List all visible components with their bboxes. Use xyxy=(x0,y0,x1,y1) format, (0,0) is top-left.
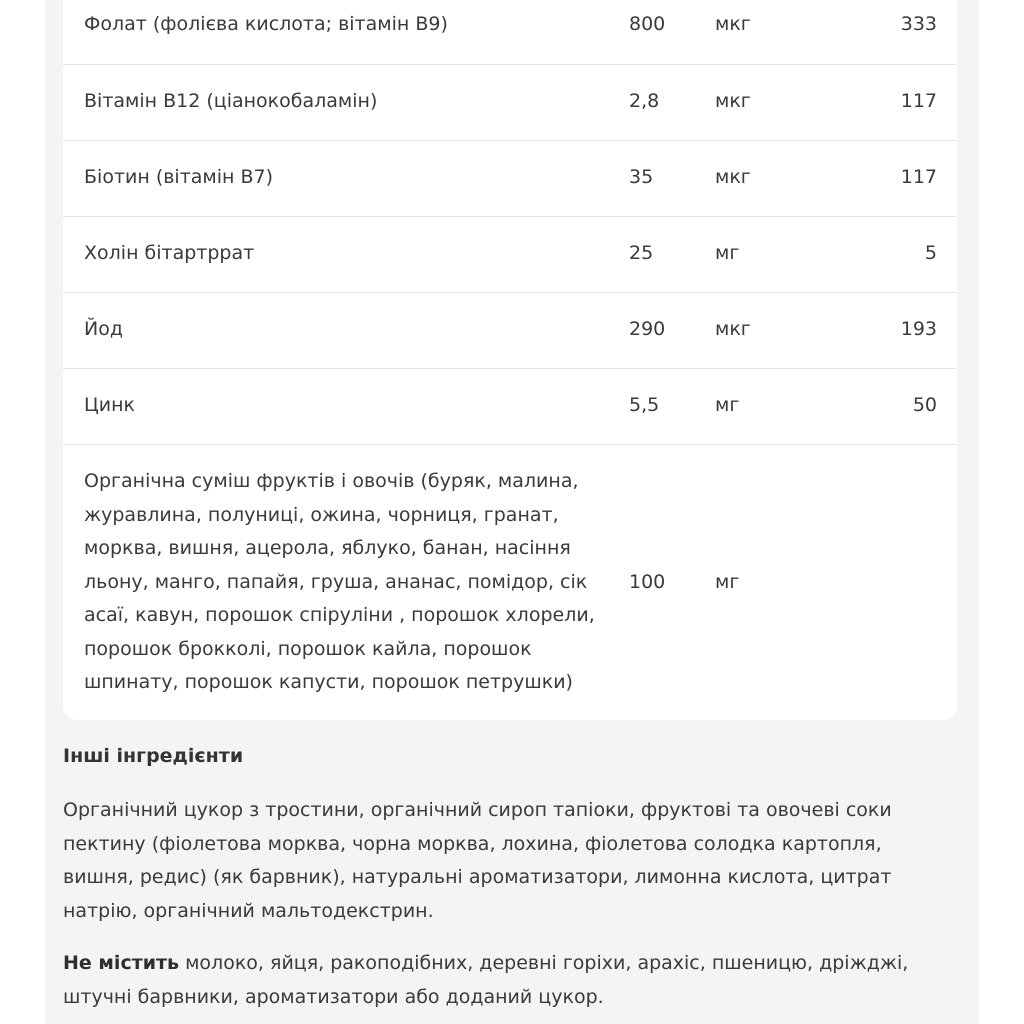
nutrient-unit: мкг xyxy=(715,13,751,35)
nutrient-name: Органічна суміш фруктів і овочів (буряк, малина, журавлина, полуниці, ожина, чорниця, гранат, морква, вишня, ацерола, яблуко, банан, насіння льону, манго, папайя, груша, ананас, помідор, сік асаї, кавун, порошок спіруліни , порошок хлорели, порошок брокколі, порошок кайла, порошок шпинату, порошок капусти, порошок петрушки) xyxy=(84,470,595,693)
free-from-text: молоко, яйця, ракоподібних, деревні горіхи, арахіс, пшеницю, дріжджі, штучні барвники, ароматизатори або доданий цукор. xyxy=(63,952,909,1008)
nutrient-unit: мкг xyxy=(715,318,751,340)
table-row xyxy=(63,217,957,293)
nutrient-name: Вітамін B12 (ціанокобаламін) xyxy=(84,90,378,112)
nutrient-unit: мкг xyxy=(715,90,751,112)
nutrient-name: Йод xyxy=(84,318,123,340)
table-row xyxy=(63,65,957,141)
table-row xyxy=(63,141,957,217)
nutrient-daily-value: 117 xyxy=(900,90,937,112)
table-row xyxy=(63,369,957,445)
table-row xyxy=(63,293,957,369)
nutrient-daily-value: 5 xyxy=(924,242,937,264)
nutrient-unit: мг xyxy=(715,394,740,416)
nutrient-name: Цинк xyxy=(84,394,135,416)
nutrient-name: Фолат (фолієва кислота; вітамін B9) xyxy=(84,13,448,35)
nutrient-amount: 5,5 xyxy=(629,394,660,416)
nutrient-amount: 2,8 xyxy=(629,90,660,112)
nutrient-unit: мг xyxy=(715,571,740,593)
nutrient-daily-value: 50 xyxy=(912,394,937,416)
nutrient-unit: мг xyxy=(715,242,740,264)
free-from-label: Не містить xyxy=(63,952,180,974)
nutrient-daily-value: 193 xyxy=(900,318,937,340)
nutrient-amount: 800 xyxy=(629,13,666,35)
nutrient-name: Холін бітартррат xyxy=(84,242,255,264)
nutrient-amount: 35 xyxy=(629,166,654,188)
allergen-statement xyxy=(63,947,943,1014)
nutrient-name: Біотин (вітамін B7) xyxy=(84,166,274,188)
table-row xyxy=(63,445,957,720)
nutrient-daily-value: 117 xyxy=(900,166,937,188)
nutrient-unit: мкг xyxy=(715,166,751,188)
nutrient-daily-value: 333 xyxy=(900,13,937,35)
table-row xyxy=(63,0,957,65)
nutrient-amount: 290 xyxy=(629,318,666,340)
other-ingredients-heading: Інші інгредієнти xyxy=(63,745,244,767)
nutrient-amount: 100 xyxy=(629,571,666,593)
other-ingredients-text: Органічний цукор з тростини, органічний сироп тапіоки, фруктові та овочеві соки пектину (фіолетова морква, чорна морква, лохина, фіолетова солодка картопля, вишня, редис) (як барвник), натуральні ароматизатори, лимонна кислота, цитрат натрію, органічний мальтодекстрин. xyxy=(63,799,892,922)
nutrient-amount: 25 xyxy=(629,242,654,264)
